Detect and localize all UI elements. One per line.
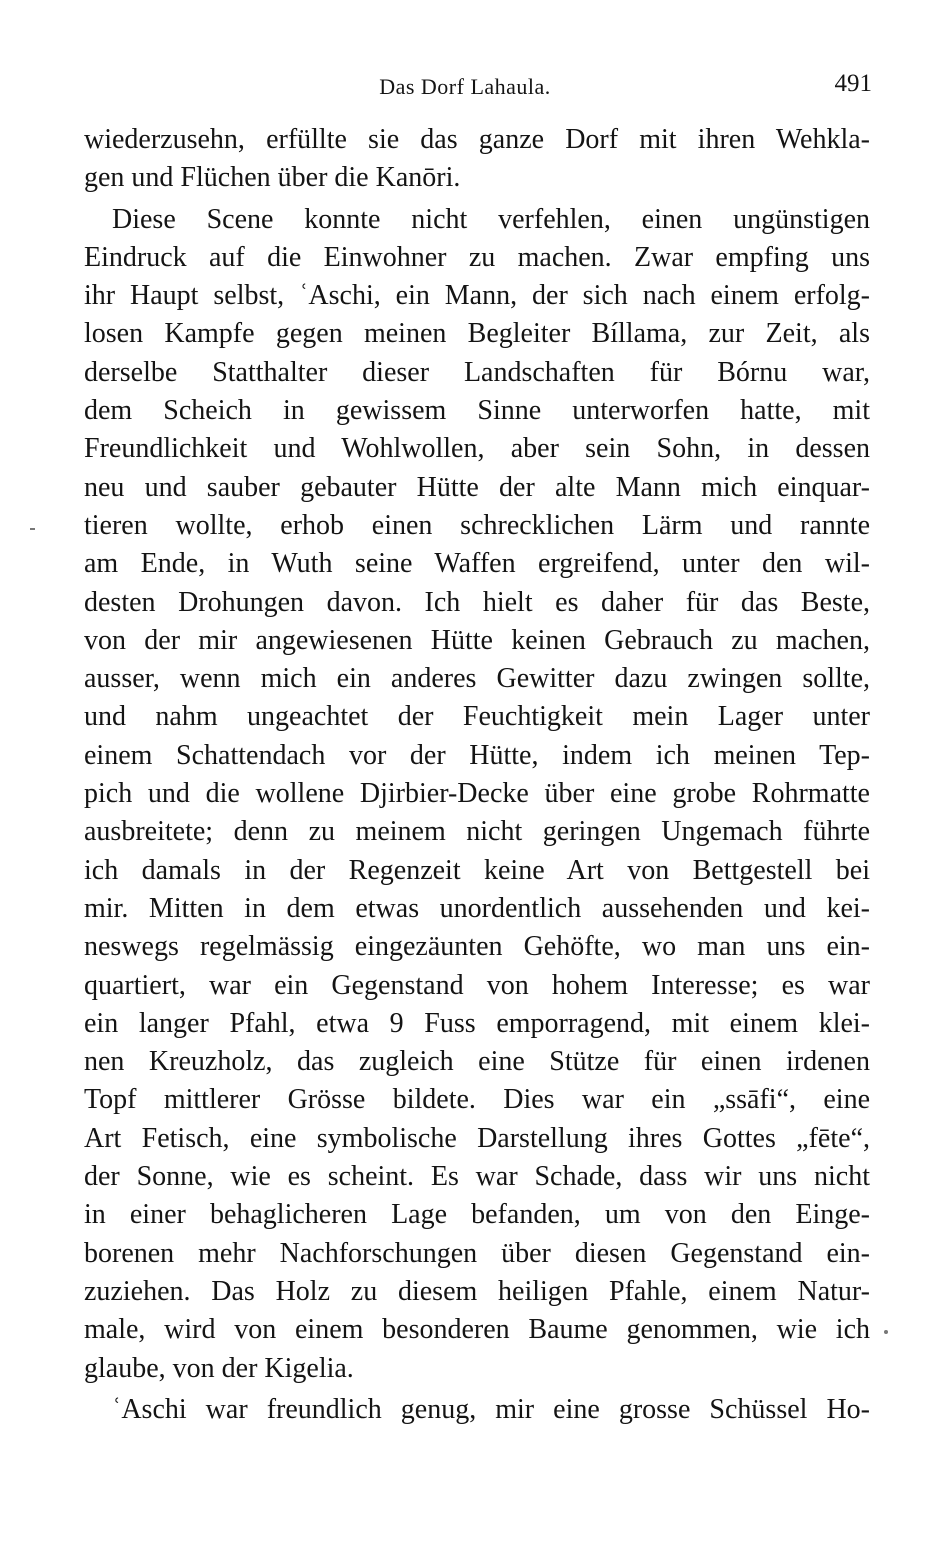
- text-line: ihr Haupt selbst, ʿAschi, ein Mann, der sich nach einem erfolg-: [84, 280, 870, 312]
- text-line: in einer behaglicheren Lage befanden, um von den Einge-: [84, 1199, 870, 1231]
- text-line: und nahm ungeachtet der Feuchtigkeit mein Lager unter: [84, 701, 870, 733]
- text-line: von der mir angewiesenen Hütte keinen Gebrauch zu machen,: [84, 624, 870, 656]
- text-line: ausbreitete; denn zu meinem nicht geringen Ungemach führte: [84, 816, 870, 848]
- running-title: Das Dorf Lahaula.: [379, 74, 551, 99]
- text-line: am Ende, in Wuth seine Waffen ergreifend, unter den wil-: [84, 548, 870, 580]
- text-line: ich damals in der Regenzeit keine Art von Bettgestell bei: [84, 854, 870, 886]
- text-line: losen Kampfe gegen meinen Begleiter Bíllama, zur Zeit, als: [84, 318, 870, 350]
- text-line: pich und die wollene Djirbier-Decke über eine grobe Rohrmatte: [84, 778, 870, 810]
- body-text: [84, 121, 870, 1429]
- text-line: derselbe Statthalter dieser Landschaften für Bórnu war,: [84, 356, 870, 388]
- text-line: glaube, von der Kigelia.: [84, 1352, 354, 1384]
- text-line: desten Drohungen davon. Ich hielt es daher für das Beste,: [84, 586, 870, 618]
- text-line: ausser, wenn mich ein anderes Gewitter dazu zwingen sollte,: [84, 663, 870, 695]
- text-line: der Sonne, wie es scheint. Es war Schade, dass wir uns nicht: [84, 1161, 870, 1193]
- margin-mark: [884, 1330, 888, 1334]
- running-head: [0, 70, 930, 104]
- text-line: nen Kreuzholz, das zugleich eine Stütze für einen irdenen: [84, 1046, 870, 1078]
- text-line: male, wird von einem besonderen Baume genommen, wie ich: [84, 1314, 870, 1346]
- text-line: Eindruck auf die Einwohner zu machen. Zwar empfing uns: [84, 241, 870, 273]
- paragraph: [84, 1391, 870, 1429]
- page-number: 491: [834, 70, 872, 97]
- text-line: ein langer Pfahl, etwa 9 Fuss emporragend, mit einem klei-: [84, 1007, 870, 1039]
- margin-mark: [30, 528, 35, 530]
- text-line: zuziehen. Das Holz zu diesem heiligen Pfahle, einem Natur-: [84, 1275, 870, 1307]
- paragraph: [84, 121, 870, 198]
- text-line: Diese Scene konnte nicht verfehlen, einen ungünstigen: [112, 203, 870, 235]
- text-line: Art Fetisch, eine symbolische Darstellung ihres Gottes „fēte“,: [84, 1122, 870, 1154]
- paragraph: [84, 201, 870, 1388]
- text-line: mir. Mitten in dem etwas unordentlich aussehenden und kei-: [84, 892, 870, 924]
- text-line: einem Schattendach vor der Hütte, indem ich meinen Tep-: [84, 739, 870, 771]
- text-line: Topf mittlerer Grösse bildete. Dies war ein „ssāfi“, eine: [84, 1084, 870, 1116]
- text-line: quartiert, war ein Gegenstand von hohem Interesse; es war: [84, 969, 870, 1001]
- text-line: borenen mehr Nachforschungen über diesen Gegenstand ein-: [84, 1237, 870, 1269]
- text-line: Freundlichkeit und Wohlwollen, aber sein Sohn, in dessen: [84, 433, 870, 465]
- text-line: dem Scheich in gewissem Sinne unterworfen hatte, mit: [84, 395, 870, 427]
- text-line: neu und sauber gebauter Hütte der alte Mann mich einquar-: [84, 471, 870, 503]
- text-line: wiederzusehn, erfüllte sie das ganze Dorf mit ihren Wehkla-: [84, 124, 870, 155]
- text-line: tieren wollte, erhob einen schrecklichen Lärm und rannte: [84, 509, 870, 541]
- text-line: neswegs regelmässig eingezäunten Gehöfte, wo man uns ein-: [84, 931, 870, 963]
- text-line: ʿAschi war freundlich genug, mir eine grosse Schüssel Ho-: [112, 1393, 870, 1425]
- text-line: gen und Flüchen über die Kanōri.: [84, 162, 461, 194]
